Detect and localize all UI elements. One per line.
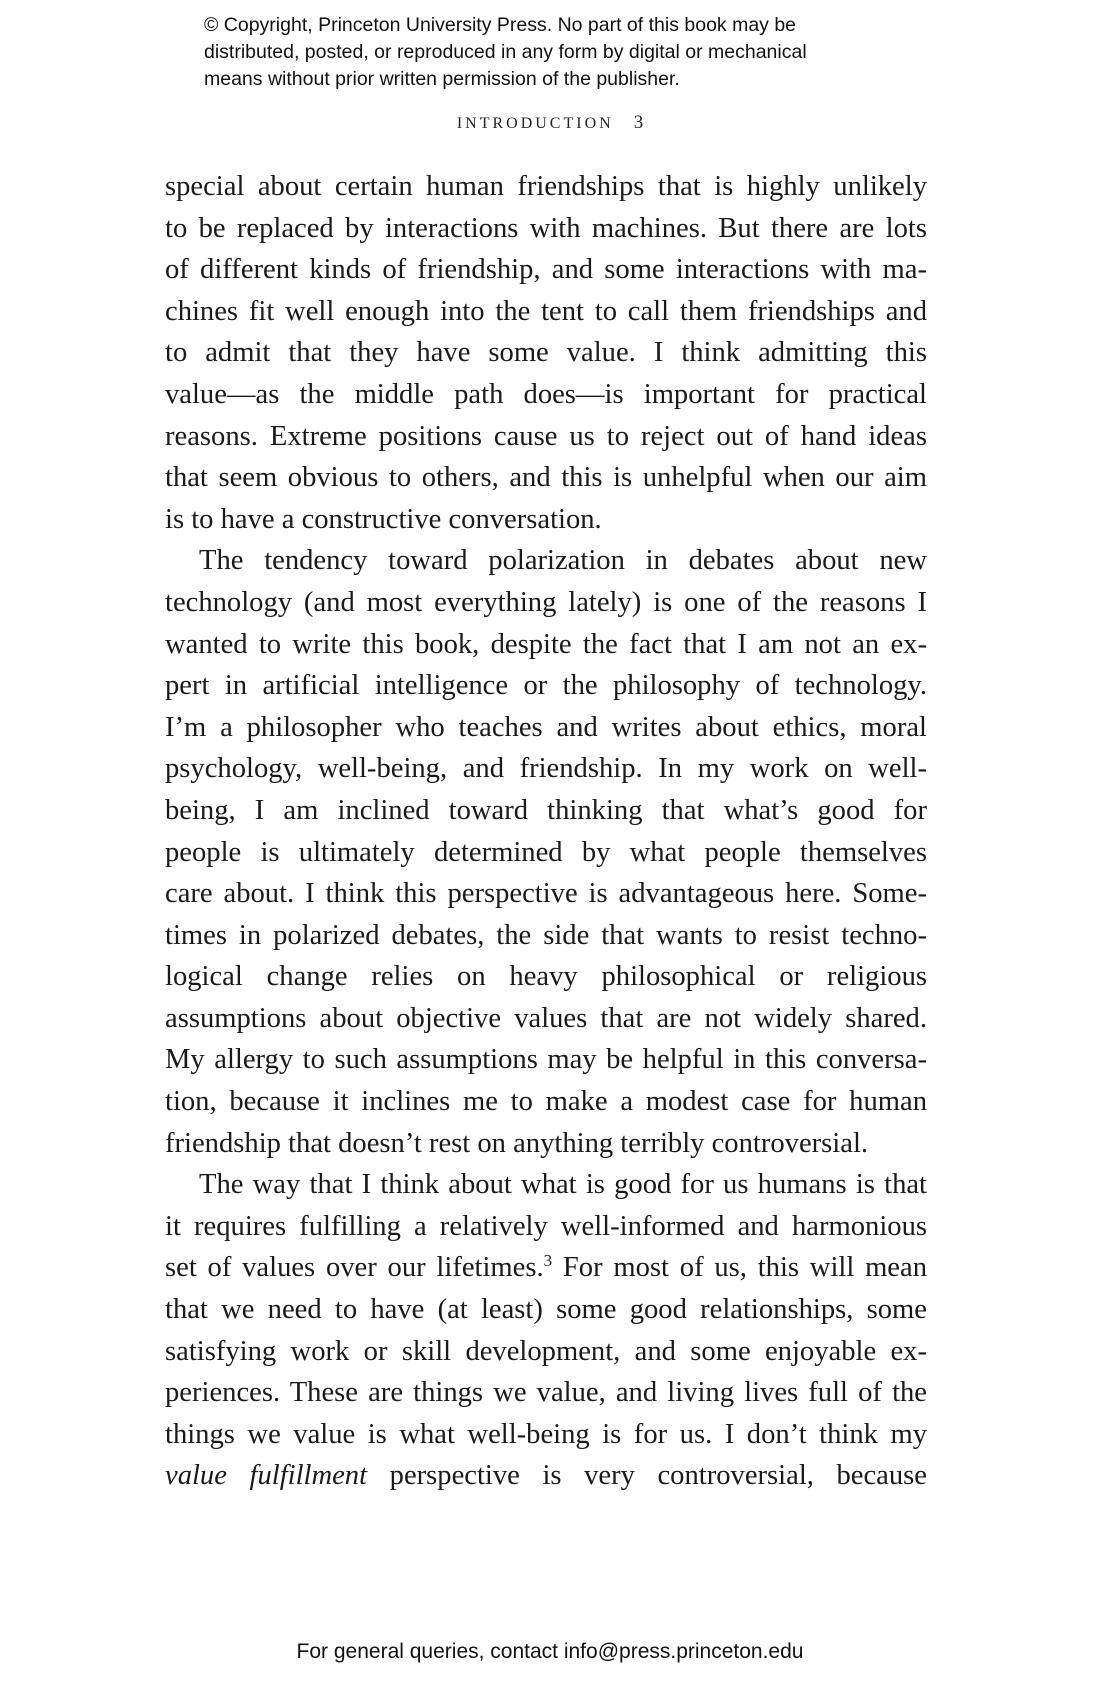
text-line: pert in artificial intelligence or the philosophy of technology. (165, 670, 927, 702)
text-line: people is ultimately determined by what people themselves (165, 836, 927, 868)
text-line: periences. These are things we value, and living lives full of the (165, 1377, 927, 1409)
text-line: to be replaced by interactions with machines. But there are lots (165, 212, 927, 244)
text-line: of different kinds of friendship, and some interactions with ma- (165, 254, 927, 286)
text-line: The tendency toward polarization in debates about new (199, 545, 927, 577)
text-line: friendship that doesn’t rest on anything terribly controversial. (165, 1127, 869, 1159)
text-line (165, 1247, 927, 1289)
text-line: reasons. Extreme positions cause us to reject out of hand ideas (165, 420, 927, 452)
text-line: to admit that they have some value. I think admitting this (165, 337, 927, 369)
text-line: value—as the middle path does—is important for practical (165, 378, 927, 410)
body-text (165, 166, 927, 1497)
italic-term: value fulfillment (165, 1460, 368, 1492)
text-line: psychology, well-being, and friendship. In my work on well- (165, 753, 927, 785)
text-line: The way that I think about what is good for us humans is that (199, 1169, 927, 1201)
text-segment: perspective is very controversial, because (389, 1460, 927, 1492)
footer-contact: For general queries, contact info@press.princeton.edu (296, 1640, 804, 1663)
text-line: chines fit well enough into the tent to call them friendships and (165, 295, 927, 327)
text-line: things we value is what well-being is for us. I don’t think my (165, 1418, 927, 1450)
text-line: satisfying work or skill development, and some enjoyable ex- (165, 1335, 927, 1367)
copyright-notice (204, 12, 964, 93)
running-head-title: INTRODUCTION (456, 115, 614, 132)
text-line: that seem obvious to others, and this is unhelpful when our aim (165, 462, 927, 494)
text-segment: set of values over our lifetimes. (165, 1252, 544, 1284)
text-line: logical change relies on heavy philosophical or religious (165, 961, 927, 993)
copyright-line: distributed, posted, or reproduced in any form by digital or mechanical (204, 41, 807, 63)
text-line: special about certain human friendships that is highly unlikely (165, 171, 927, 202)
running-head (0, 112, 1100, 134)
text-line: that we need to have (at least) some good relationships, some (165, 1294, 927, 1326)
text-line: is to have a constructive conversation. (165, 503, 602, 535)
text-line: My allergy to such assumptions may be helpful in this conversa- (165, 1044, 927, 1076)
text-segment: For most of us, this will mean (552, 1252, 927, 1284)
footnote-marker: 3 (543, 1251, 553, 1271)
text-line: being, I am inclined toward thinking that what’s good for (165, 794, 927, 826)
text-line: technology (and most everything lately) is one of the reasons I (165, 586, 927, 618)
text-line (165, 1455, 927, 1497)
text-line: it requires fulfilling a relatively well-informed and harmonious (165, 1210, 927, 1242)
copyright-line: © Copyright, Princeton University Press. No part of this book may be (204, 14, 797, 36)
text-line: tion, because it inclines me to make a modest case for human (165, 1086, 927, 1118)
text-line: care about. I think this perspective is advantageous here. Some- (165, 878, 927, 910)
text-line: assumptions about objective values that are not widely shared. (165, 1002, 927, 1034)
copyright-line: means without prior written permission of the publisher. (204, 68, 680, 90)
text-line: I’m a philosopher who teaches and writes about ethics, moral (165, 711, 927, 743)
page-number: 3 (633, 112, 644, 133)
text-line: wanted to write this book, despite the fact that I am not an ex- (165, 628, 927, 660)
text-line: times in polarized debates, the side that wants to resist techno- (165, 919, 927, 951)
